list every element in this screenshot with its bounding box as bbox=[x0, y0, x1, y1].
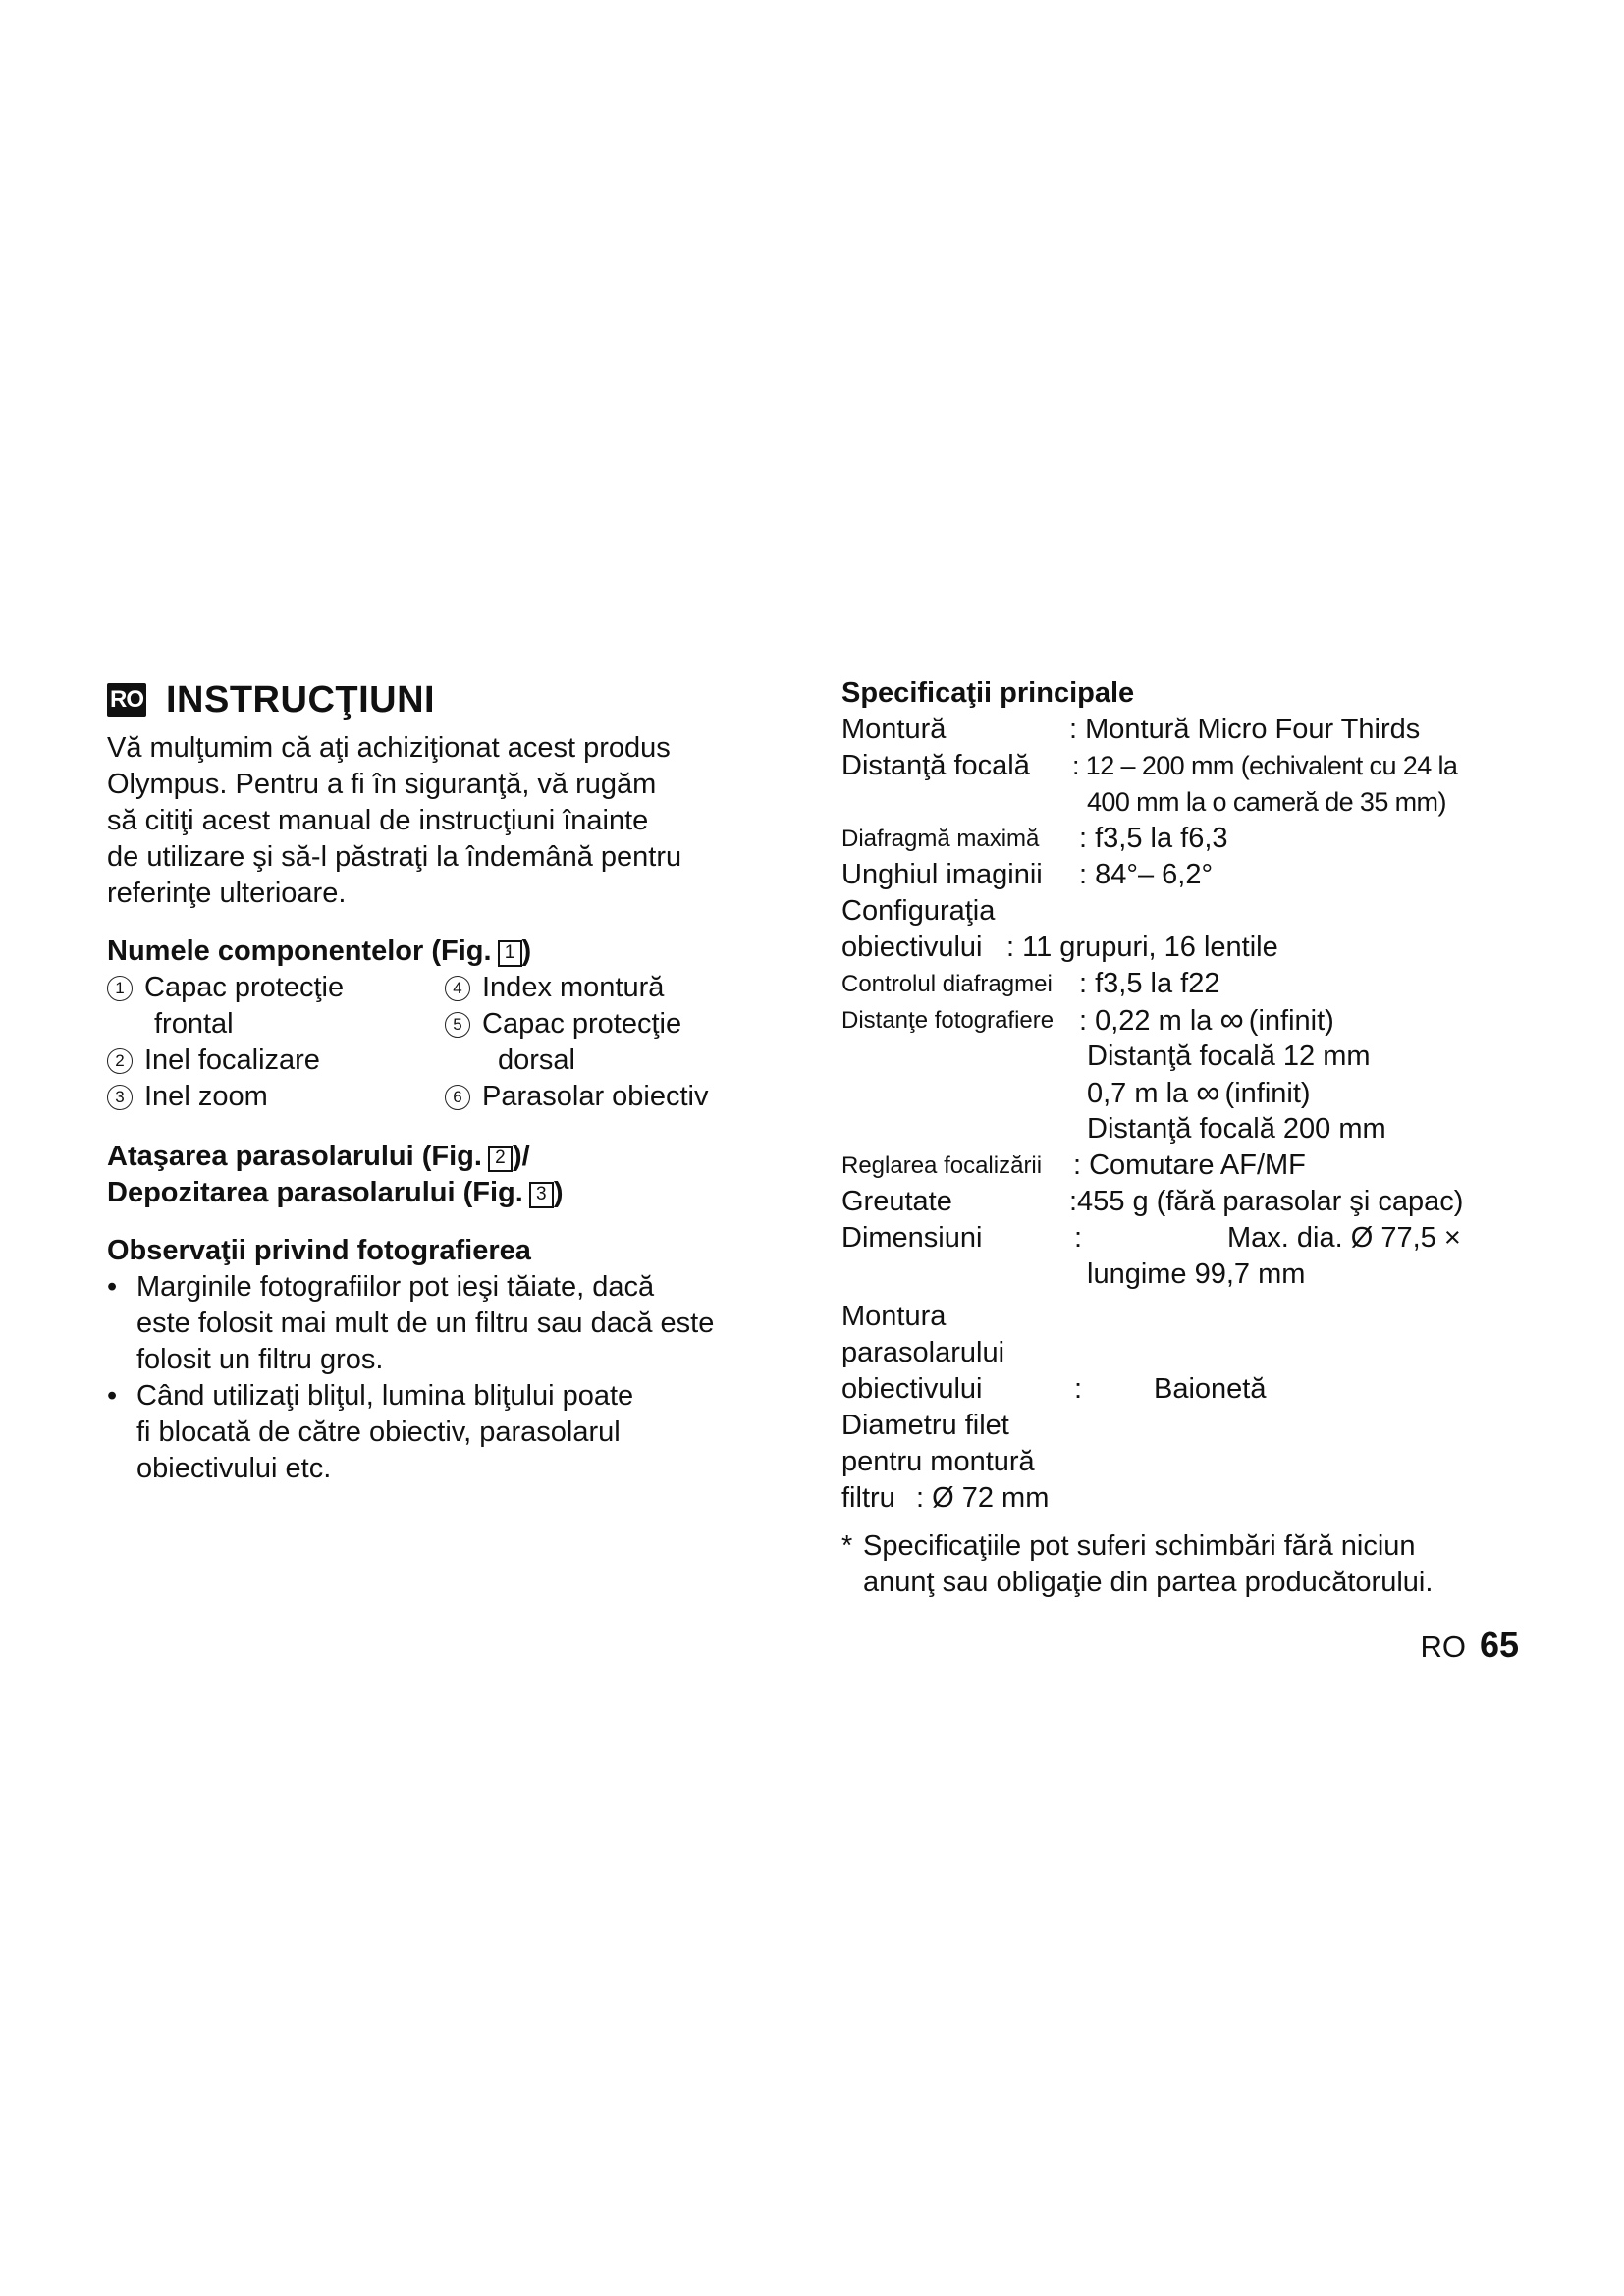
spec-label: Distanţe fotografiere bbox=[841, 1007, 1055, 1034]
component-label: Inel focalizare bbox=[144, 1044, 320, 1076]
bullet-line: fi blocată de către obiectiv, parasolarul bbox=[136, 1416, 621, 1448]
spec-label: obiectivului bbox=[841, 1373, 983, 1405]
component-item bbox=[107, 1079, 268, 1115]
spec-row-angle bbox=[841, 857, 1529, 893]
spec-label: Montura bbox=[841, 1301, 947, 1332]
spec-row-hood-label bbox=[841, 1335, 1529, 1371]
spec-value: : Ø 72 mm bbox=[916, 1482, 1050, 1514]
specs-heading: Specificaţii principale bbox=[841, 677, 1135, 709]
spec-label: Greutate bbox=[841, 1186, 952, 1217]
notes-bullet bbox=[107, 1269, 794, 1378]
spec-value: Baionetă bbox=[1154, 1373, 1267, 1405]
spec-row-filter bbox=[841, 1480, 1529, 1517]
bullet-line: Marginile fotografiilor pot ieşi tăiate, dacă bbox=[136, 1271, 655, 1303]
spec-value: Max. dia. Ø 77,5 × bbox=[1227, 1222, 1461, 1254]
spec-row-mount bbox=[841, 712, 1529, 748]
spec-value bbox=[1079, 1002, 1334, 1040]
page-number-value: 65 bbox=[1479, 1625, 1519, 1665]
number-badge: 1 bbox=[107, 976, 133, 1001]
page-title bbox=[107, 675, 794, 724]
intro-line: referinţe ulterioare. bbox=[107, 878, 347, 909]
spec-value: lungime 99,7 mm bbox=[1087, 1258, 1306, 1290]
number-badge: 5 bbox=[445, 1012, 470, 1038]
footnote-line: Specificaţiile pot suferi schimbări fără niciun bbox=[863, 1530, 1416, 1562]
spec-row-focal bbox=[841, 748, 1529, 784]
component-label: Parasolar obiectiv bbox=[482, 1081, 709, 1112]
spec-value bbox=[1087, 1075, 1311, 1112]
figure-ref-2: 2 bbox=[488, 1146, 513, 1172]
bullet-dot: • bbox=[107, 1271, 118, 1303]
bullet-line: Când utilizaţi bliţul, lumina bliţului poate bbox=[136, 1380, 634, 1412]
right-column bbox=[841, 675, 1529, 1601]
component-label: Capac protecţie bbox=[482, 1008, 682, 1040]
spec-row-config-label bbox=[841, 893, 1529, 930]
hood-heading-end: ) bbox=[553, 1177, 564, 1208]
hood-heading-text: Ataşarea parasolarului (Fig. bbox=[107, 1141, 482, 1172]
component-label: Index montură bbox=[482, 972, 665, 1003]
hood-heading-line1 bbox=[107, 1139, 794, 1175]
bullet-line: folosit un filtru gros. bbox=[136, 1344, 384, 1375]
spec-label: Unghiul imaginii bbox=[841, 859, 1043, 890]
spec-row-focus bbox=[841, 1148, 1529, 1184]
spec-value: : Comutare AF/MF bbox=[1073, 1149, 1306, 1181]
spec-value: Distanţă focală 12 mm bbox=[1087, 1041, 1371, 1072]
spec-row-filter-label bbox=[841, 1444, 1529, 1480]
spec-label: parasolarului bbox=[841, 1337, 1005, 1368]
intro-line: Olympus. Pentru a fi în siguranţă, vă rugăm bbox=[107, 769, 657, 800]
spec-value: : f3,5 la f6,3 bbox=[1079, 823, 1228, 854]
spec-row-aperture bbox=[841, 821, 1529, 857]
spec-label: pentru montură bbox=[841, 1446, 1035, 1477]
component-item bbox=[445, 970, 664, 1006]
bullet-dot: • bbox=[107, 1380, 118, 1412]
distance-text: 0,7 m la bbox=[1087, 1078, 1189, 1109]
bullet-line: obiectivului etc. bbox=[136, 1453, 332, 1484]
spec-label: Reglarea focalizării bbox=[841, 1152, 1043, 1179]
notes-bullet bbox=[107, 1378, 794, 1487]
number-badge: 2 bbox=[107, 1048, 133, 1074]
infinity-symbol: ∞ bbox=[1219, 1001, 1241, 1039]
spec-value: 400 mm la o cameră de 35 mm) bbox=[1087, 787, 1446, 817]
distance-text: (infinit) bbox=[1248, 1005, 1334, 1037]
hood-heading-text: Depozitarea parasolarului (Fig. bbox=[107, 1177, 523, 1208]
spec-label: Diafragmă maximă bbox=[841, 826, 1040, 852]
spec-row-distance-cont bbox=[841, 1111, 1529, 1148]
left-column bbox=[107, 675, 794, 1487]
number-badge: 6 bbox=[445, 1085, 470, 1110]
spec-label: filtru bbox=[841, 1482, 895, 1514]
infinity-symbol: ∞ bbox=[1196, 1074, 1218, 1111]
number-badge: 3 bbox=[107, 1085, 133, 1110]
spec-label: Controlul diafragmei bbox=[841, 971, 1053, 997]
notes-heading: Observaţii privind fotografierea bbox=[107, 1235, 531, 1266]
hood-heading-line2 bbox=[107, 1175, 794, 1211]
component-label: Capac protecţie bbox=[144, 972, 345, 1003]
component-item bbox=[107, 970, 344, 1006]
spec-value: : 11 grupuri, 16 lentile bbox=[1006, 932, 1278, 963]
spec-row-weight bbox=[841, 1184, 1529, 1220]
spec-row-control bbox=[841, 966, 1529, 1002]
spec-footnote bbox=[841, 1528, 1529, 1601]
intro-paragraph bbox=[107, 730, 794, 912]
component-label: Inel zoom bbox=[144, 1081, 268, 1112]
hood-heading-end: )/ bbox=[512, 1141, 530, 1172]
spec-row-filter-label bbox=[841, 1408, 1529, 1444]
component-item-cont: dorsal bbox=[498, 1044, 575, 1076]
component-item-cont: frontal bbox=[154, 1008, 234, 1040]
spec-label: Configuraţia bbox=[841, 895, 996, 927]
page-lang: RO bbox=[1420, 1629, 1466, 1664]
component-item bbox=[445, 1079, 709, 1115]
figure-ref-1: 1 bbox=[498, 940, 522, 967]
components-heading-text: Numele componentelor (Fig. bbox=[107, 935, 492, 967]
distance-text: (infinit) bbox=[1224, 1078, 1311, 1109]
spec-row-dimensions bbox=[841, 1220, 1529, 1256]
spec-row-hood bbox=[841, 1371, 1529, 1408]
language-badge: RO bbox=[107, 683, 146, 717]
intro-line: să citiţi acest manual de instrucţiuni înainte bbox=[107, 805, 649, 836]
spec-label: Dimensiuni bbox=[841, 1222, 983, 1254]
number-badge: 4 bbox=[445, 976, 470, 1001]
spec-row-config bbox=[841, 930, 1529, 966]
spec-value: Distanţă focală 200 mm bbox=[1087, 1113, 1386, 1145]
page-number bbox=[1420, 1625, 1519, 1666]
spec-row-focal-cont bbox=[841, 784, 1529, 821]
spec-label: Distanţă focală bbox=[841, 750, 1030, 781]
spec-value: : f3,5 la f22 bbox=[1079, 968, 1220, 999]
bullet-line: este folosit mai mult de un filtru sau dacă este bbox=[136, 1308, 715, 1339]
components-heading bbox=[107, 934, 794, 970]
spec-value: : 12 – 200 mm (echivalent cu 24 la bbox=[1072, 751, 1458, 780]
spec-colon: : bbox=[1074, 1222, 1083, 1254]
spec-row-distance-cont bbox=[841, 1039, 1529, 1075]
spec-row-distance bbox=[841, 1002, 1529, 1039]
spec-colon: : bbox=[1074, 1373, 1083, 1405]
spec-row-dimensions-cont bbox=[841, 1256, 1529, 1293]
components-list bbox=[107, 970, 794, 1117]
spec-value: : 84°– 6,2° bbox=[1079, 859, 1214, 890]
distance-text: : 0,22 m la bbox=[1079, 1005, 1213, 1037]
figure-ref-3: 3 bbox=[529, 1182, 554, 1208]
spec-label: obiectivului bbox=[841, 932, 983, 963]
spec-value: : Montură Micro Four Thirds bbox=[1069, 714, 1421, 745]
footnote-star: * bbox=[841, 1530, 853, 1562]
intro-line: Vă mulţumim că aţi achiziţionat acest produs bbox=[107, 732, 671, 764]
component-item bbox=[107, 1042, 320, 1079]
intro-line: de utilizare şi să-l păstraţi la îndemână pentru bbox=[107, 841, 682, 873]
spec-label: Montură bbox=[841, 714, 947, 745]
footnote-line: anunţ sau obligaţie din partea producătorului. bbox=[863, 1567, 1434, 1598]
components-heading-end: ) bbox=[521, 935, 532, 967]
spec-value: :455 g (fără parasolar şi capac) bbox=[1069, 1186, 1464, 1217]
component-item bbox=[445, 1006, 681, 1042]
spec-label: Diametru filet bbox=[841, 1410, 1009, 1441]
title-text: INSTRUCŢIUNI bbox=[166, 678, 436, 721]
spec-row-hood-label bbox=[841, 1299, 1529, 1335]
spec-row-distance-cont bbox=[841, 1075, 1529, 1111]
